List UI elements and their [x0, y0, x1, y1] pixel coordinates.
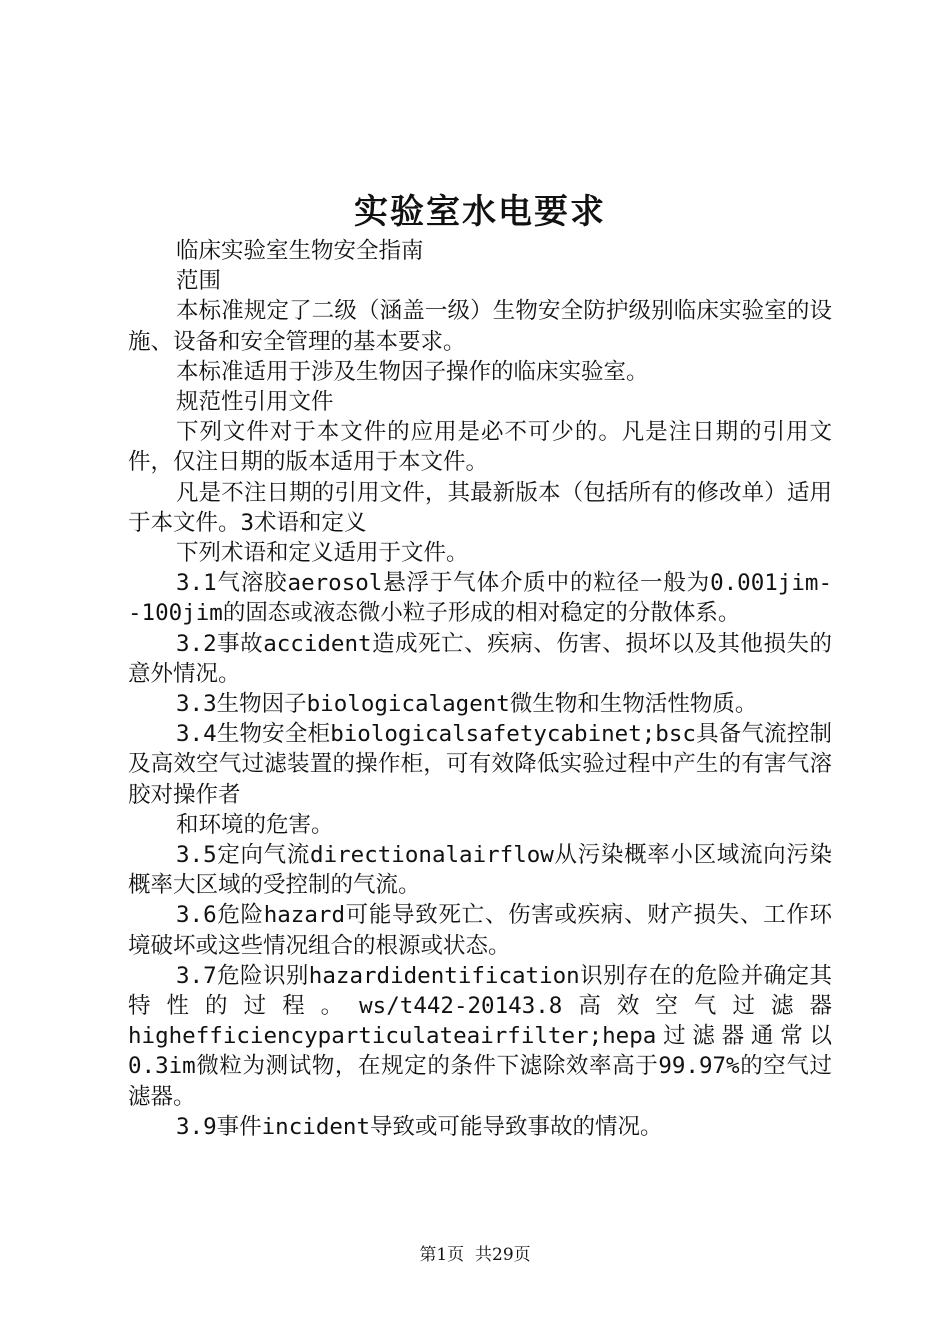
paragraph-term-3-1: 3.1气溶胶aerosol悬浮于气体介质中的粒径一般为0.001jim--100jim的固态或液态微小粒子形成的相对稳定的分散体系。 [128, 570, 832, 627]
paragraph-scope-text: 本标准规定了二级（涵盖一级）生物安全防护级别临床实验室的设施、设备和安全管理的基本要求。 [128, 298, 832, 355]
paragraph-term-3-5: 3.5定向气流directionalairflow从污染概率小区域流向污染概率大区域的受控制的气流。 [128, 842, 832, 899]
paragraph-term-3-3: 3.3生物因子biologicalagent微生物和生物活性物质。 [176, 691, 758, 718]
paragraph-term-3-9: 3.9事件incident导致或可能导致事故的情况。 [176, 1113, 663, 1140]
page-total: 共29页 [475, 1245, 531, 1265]
paragraph-term-3-6: 3.6危险hazard可能导致死亡、伤害或疾病、财产损失、工作环境破坏或这些情况组合的根源或状态。 [128, 902, 832, 959]
paragraph-term-3-4-cont: 和环境的危害。 [176, 811, 334, 838]
paragraph-terms-intro: 下列术语和定义适用于文件。 [176, 540, 469, 567]
paragraph-guide-title: 临床实验室生物安全指南 [176, 238, 424, 264]
document-title: 实验室水电要求 [354, 192, 606, 232]
document-body [128, 236, 832, 1142]
paragraph-term-3-7: 3.7危险识别hazardidentification识别存在的危险并确定其特性的过程。ws/t442-20143.8高效空气过滤器highefficiencyparticulateairfilter;hepa过滤器通常以0.3im微粒为测试物，在规定的条件下滤除效率高于99.97%的空气过滤器。 [128, 962, 832, 1110]
paragraph-term-3-2: 3.2事故accident造成死亡、疾病、伤害、损坏以及其他损失的意外情况。 [128, 630, 832, 687]
paragraph-scope-applicability: 本标准适用于涉及生物因子操作的临床实验室。 [176, 358, 649, 385]
paragraph-references-text: 下列文件对于本文件的应用是必不可少的。凡是注日期的引用文件，仅注日期的版本适用于本文件。 [128, 419, 832, 476]
page-footer [0, 1240, 950, 1265]
paragraph-references-undated: 凡是不注日期的引用文件，其最新版本（包括所有的修改单）适用于本文件。3术语和定义 [128, 479, 832, 536]
page-number: 第1页 [419, 1245, 465, 1265]
paragraph-term-3-4: 3.4生物安全柜biologicalsafetycabinet;bsc具备气流控制及高效空气过滤装置的操作柜，可有效降低实验过程中产生的有害气溶胶对操作者 [128, 721, 832, 808]
paragraph-scope-heading: 范围 [176, 268, 222, 295]
paragraph-references-heading: 规范性引用文件 [176, 389, 334, 416]
